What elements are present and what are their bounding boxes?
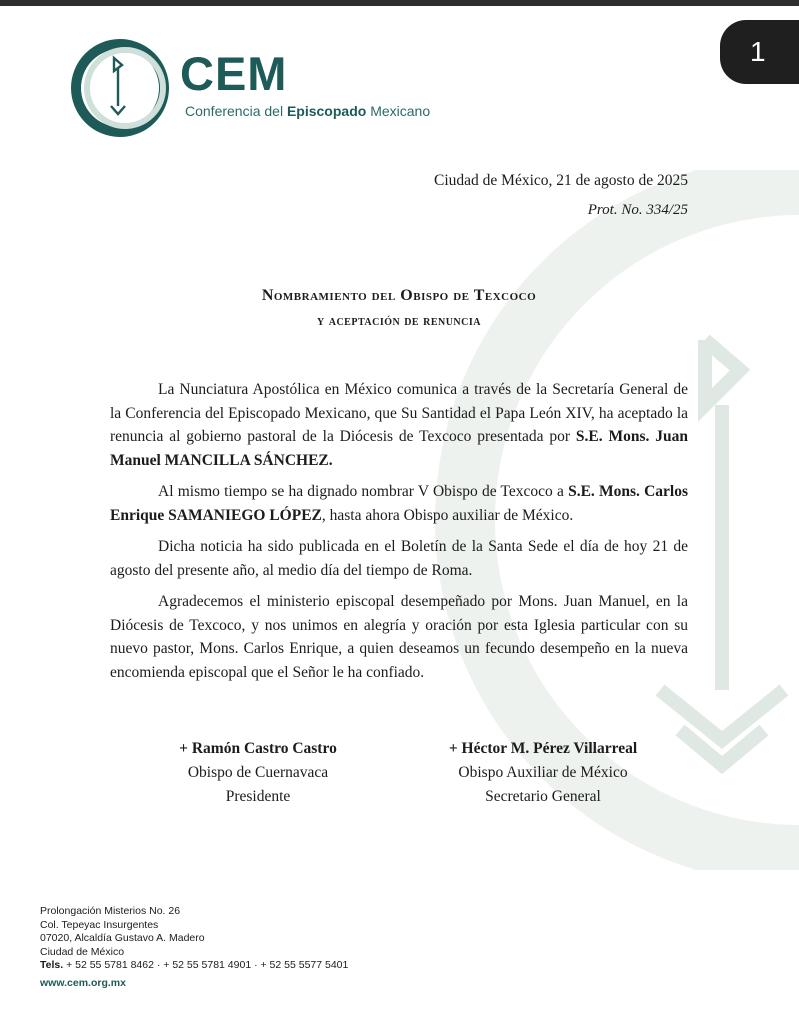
top-bar <box>0 0 799 6</box>
signatory-role: Obispo de Cuernavaca <box>187 764 329 781</box>
protocol-number: Prot. No. 334/25 <box>587 202 688 218</box>
signatory-name: + Ramón Castro Castro <box>179 740 337 757</box>
document-subtitle: y aceptación de renuncia <box>317 314 481 329</box>
page-number-badge: 1 <box>720 20 799 84</box>
paragraph-4: Agradecemos el ministerio episcopal desempeñado por Mons. Juan Manuel, en la Diócesis de Texcoco, y nos unimos en alegría y oración por esta Iglesia particular con su nuevo pastor, Mons. Carlos Enrique, a quien deseamos un fecundo desempeño en la nueva encomienda episcopal que el Señor le ha confiado. <box>110 593 688 681</box>
address-line: 07020, Alcaldía Gustavo A. Madero <box>40 932 205 944</box>
signatory-title: Secretario General <box>485 788 601 805</box>
paragraph-3: Dicha noticia ha sido publicada en el Boletín de la Santa Sede el día de hoy 21 de agosto del presente año, al medio día del tiempo de Roma. <box>110 538 688 579</box>
website-link[interactable]: www.cem.org.mx <box>40 976 126 989</box>
footer-address <box>40 905 348 990</box>
logo-subtitle: Conferencia del Episcopado Mexicano <box>185 103 431 119</box>
phone-line: Tels. + 52 55 5781 8462 · + 52 55 5781 4901 · + 52 55 5577 5401 <box>40 959 349 971</box>
document-body <box>110 378 688 692</box>
signatory-name: + Héctor M. Pérez Villarreal <box>448 740 638 757</box>
paragraph-2: Al mismo tiempo se ha dignado nombrar V Obispo de Texcoco a S.E. Mons. Carlos Enrique SAMANIEGO LÓPEZ, hasta ahora Obispo auxiliar de México. <box>110 483 689 524</box>
logo-title: CEM <box>180 47 288 100</box>
address-line: Prolongación Misterios No. 26 <box>40 905 181 917</box>
document-title: Nombramiento del Obispo de Texcoco <box>261 287 537 304</box>
signatory-title: Presidente <box>225 788 291 805</box>
document-date: Ciudad de México, 21 de agosto de 2025 <box>434 172 688 189</box>
signature-president <box>128 737 388 809</box>
address-line: Ciudad de México <box>40 945 125 958</box>
address-line: Col. Tepeyac Insurgentes <box>40 918 159 931</box>
signature-secretary <box>413 737 673 809</box>
paragraph-1: La Nunciatura Apostólica en México comunica a través de la Secretaría General de la Conferencia del Episcopado Mexicano, que Su Santidad el Papa León XIV, ha aceptado la renuncia al gobierno pastoral de la Diócesis de Texcoco presentada por S.E. Mons. Juan Manuel MANCILLA SÁNCHEZ. <box>110 381 688 469</box>
cem-logo-icon <box>70 38 170 138</box>
signatory-role: Obispo Auxiliar de México <box>458 764 628 781</box>
